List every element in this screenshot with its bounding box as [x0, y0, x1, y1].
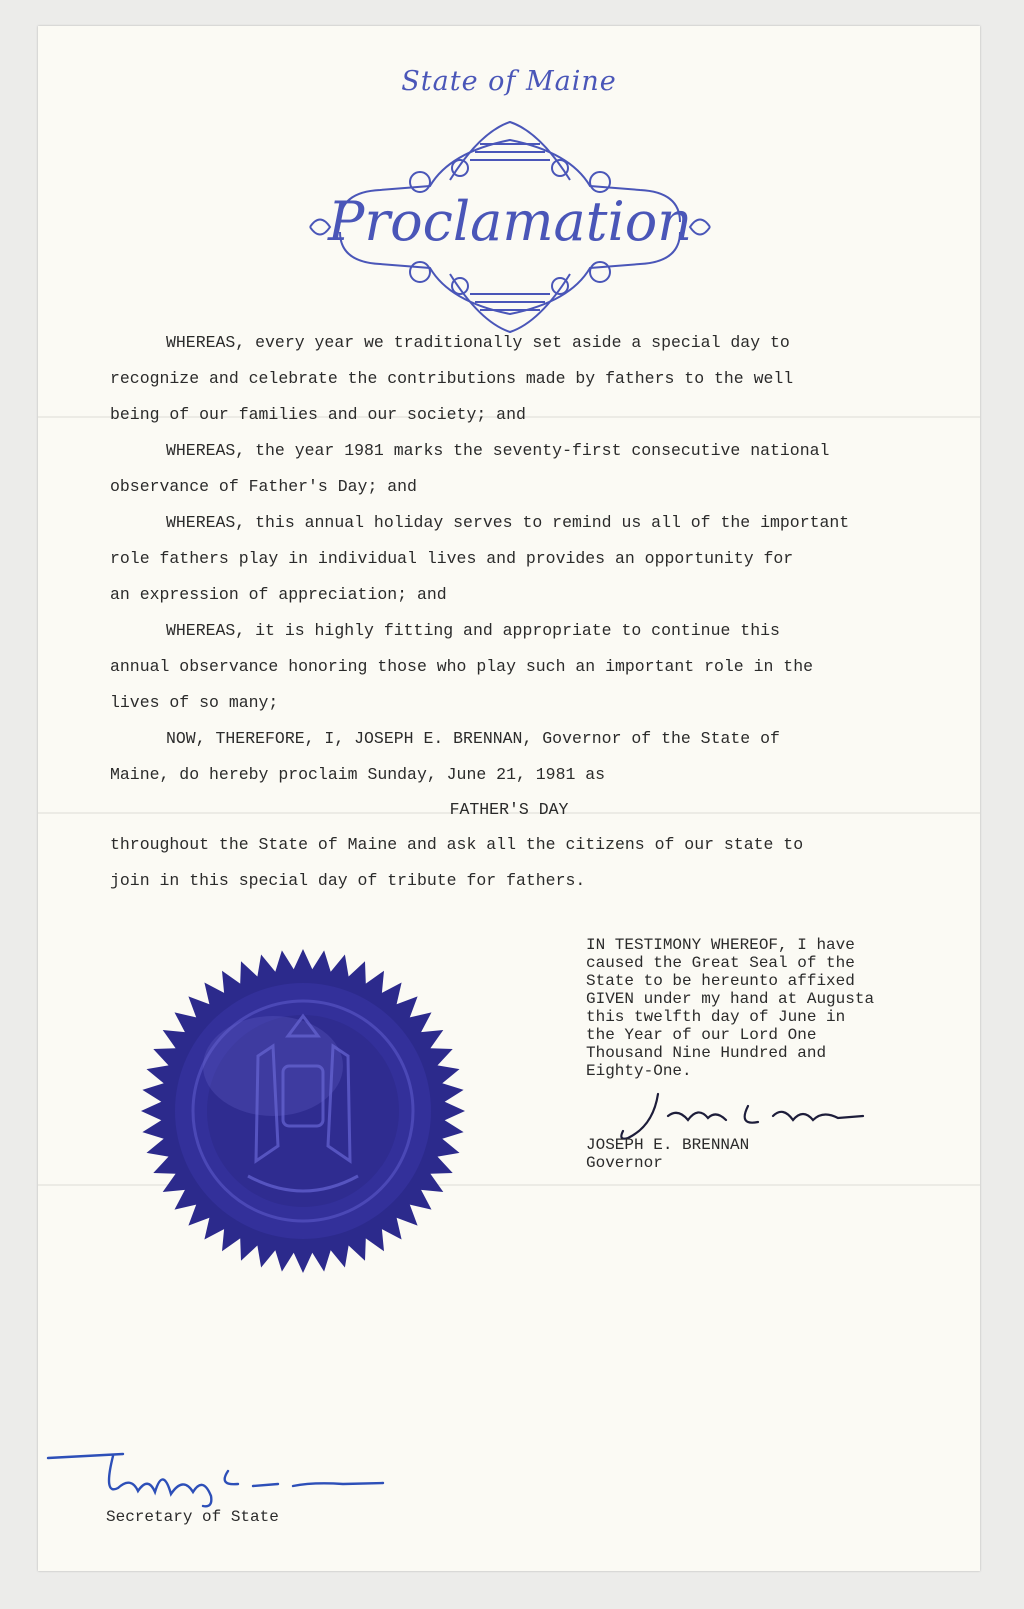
testimony-block: [586, 936, 874, 1080]
secretary-signature-icon: [43, 1446, 403, 1516]
proclamation-emblem: [300, 112, 720, 342]
governor-name-block: [586, 1136, 749, 1172]
proclamation-document: [38, 26, 980, 1571]
testimony-line: the Year of our Lord One: [586, 1026, 817, 1044]
state-title: State of Maine: [401, 66, 617, 97]
proclamation-heading: Proclamation: [327, 190, 693, 253]
secretary-label: Secretary of State: [106, 1508, 279, 1526]
testimony-line: this twelfth day of June in: [586, 1008, 846, 1026]
great-seal: [138, 946, 468, 1276]
body-line: role fathers play in individual lives and provides an opportunity for: [110, 549, 794, 568]
governor-name: JOSEPH E. BRENNAN: [586, 1136, 750, 1154]
body-line: WHEREAS, it is highly fitting and appropriate to continue this: [166, 621, 780, 640]
seal-icon: [138, 946, 468, 1276]
testimony-line: IN TESTIMONY WHEREOF, I have: [586, 936, 855, 954]
testimony-line: GIVEN under my hand at Augusta: [586, 990, 875, 1008]
body-line: WHEREAS, this annual holiday serves to remind us all of the important: [166, 513, 850, 532]
body-line: being of our families and our society; and: [110, 405, 526, 424]
testimony-line: Eighty-One.: [586, 1062, 692, 1080]
fathers-day-title: FATHER'S DAY: [449, 800, 569, 819]
body-line: annual observance honoring those who play such an important role in the: [110, 657, 814, 676]
body-line: lives of so many;: [110, 693, 279, 712]
closing-line: join in this special day of tribute for fathers.: [110, 871, 586, 890]
testimony-line: caused the Great Seal of the: [586, 954, 855, 972]
body-line: NOW, THEREFORE, I, JOSEPH E. BRENNAN, Governor of the State of: [166, 729, 780, 748]
secretary-signature: [43, 1446, 403, 1516]
body-line: Maine, do hereby proclaim Sunday, June 21, 1981 as: [110, 765, 606, 784]
body-line: observance of Father's Day; and: [110, 477, 417, 496]
body-line: recognize and celebrate the contributions made by fathers to the well: [110, 369, 794, 388]
governor-title: Governor: [586, 1154, 663, 1172]
body-line: WHEREAS, every year we traditionally set aside a special day to: [166, 333, 790, 352]
body-line: an expression of appreciation; and: [110, 585, 447, 604]
testimony-line: Thousand Nine Hundred and: [586, 1044, 827, 1062]
closing-line: throughout the State of Maine and ask all the citizens of our state to: [110, 835, 804, 854]
body-line: WHEREAS, the year 1981 marks the seventy-first consecutive national: [166, 441, 830, 460]
testimony-line: State to be hereunto affixed: [586, 972, 855, 990]
